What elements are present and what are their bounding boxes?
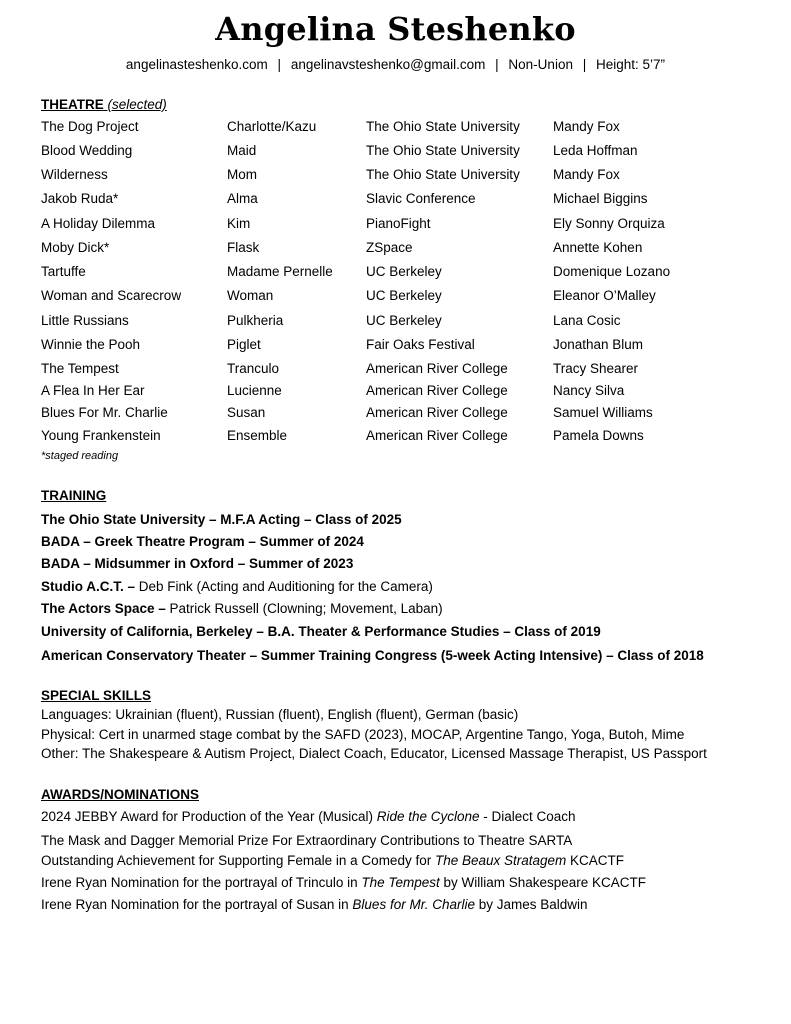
training-item-bold: University of California, Berkeley – B.A. Theater & Performance Studies – Class of 2019	[41, 624, 601, 639]
credit-venue: UC Berkeley	[366, 288, 442, 303]
separator: |	[495, 57, 499, 72]
credit-row	[0, 264, 791, 284]
credit-row	[0, 240, 791, 260]
theatre-heading	[41, 97, 167, 112]
credit-director: Mandy Fox	[553, 119, 620, 134]
credit-role: Woman	[227, 288, 274, 303]
credit-show: A Holiday Dilemma	[41, 216, 156, 231]
credit-role: Charlotte/Kazu	[227, 119, 317, 134]
training-item-bold: BADA – Greek Theatre Program – Summer of 2024	[41, 534, 364, 549]
training-item-bold: The Ohio State University – M.F.A Acting – Class of 2025	[41, 512, 402, 527]
credit-row	[0, 216, 791, 236]
credit-row	[0, 143, 791, 163]
training-item	[41, 512, 402, 527]
skills-other: Other: The Shakespeare & Autism Project, Dialect Coach, Educator, Licensed Massage Therapist, US Passport	[41, 746, 707, 761]
award-item	[41, 833, 572, 848]
credit-venue: American River College	[366, 405, 508, 420]
award-text-suffix: by James Baldwin	[474, 897, 588, 912]
award-text: Irene Ryan Nomination for the portrayal of Susan in	[41, 897, 353, 912]
credit-row	[0, 383, 791, 403]
contact-line	[0, 57, 791, 72]
award-text: 2024 JEBBY Award for Production of the Year (Musical)	[41, 809, 377, 824]
credit-director: Pamela Downs	[553, 428, 644, 443]
training-item-bold: BADA – Midsummer in Oxford – Summer of 2023	[41, 556, 354, 571]
union-status: Non-Union	[508, 57, 573, 72]
training-item-detail: Deb Fink (Acting and Auditioning for the Camera)	[138, 579, 433, 594]
credit-row	[0, 288, 791, 308]
theatre-heading-label: THEATRE	[41, 97, 104, 112]
credit-director: Annette Kohen	[553, 240, 643, 255]
credit-show: Jakob Ruda*	[41, 191, 119, 206]
credit-role: Mom	[227, 167, 257, 182]
credit-venue: American River College	[366, 428, 508, 443]
credit-row	[0, 337, 791, 357]
credit-role: Tranculo	[227, 361, 280, 376]
credit-row	[0, 405, 791, 425]
awards-heading: AWARDS/NOMINATIONS	[41, 787, 199, 802]
credit-role: Maid	[227, 143, 257, 158]
credit-venue: The Ohio State University	[366, 119, 520, 134]
award-text: The Mask and Dagger Memorial Prize For Extraordinary Contributions to Theatre SARTA	[41, 833, 573, 848]
credit-show: The Dog Project	[41, 119, 139, 134]
award-text: Outstanding Achievement for Supporting Female in a Comedy for	[41, 853, 435, 868]
credit-director: Tracy Shearer	[553, 361, 639, 376]
credit-director: Samuel Williams	[553, 405, 653, 420]
height-text: Height: 5’7”	[596, 57, 666, 72]
credit-director: Eleanor O’Malley	[553, 288, 656, 303]
credit-show: Winnie the Pooh	[41, 337, 141, 352]
training-item-bold: Studio A.C.T. –	[41, 579, 139, 594]
credit-director: Nancy Silva	[553, 383, 625, 398]
credit-venue: PianoFight	[366, 216, 431, 231]
credit-row	[0, 191, 791, 211]
separator: |	[582, 57, 587, 72]
credit-row	[0, 119, 791, 139]
credit-show: Blood Wedding	[41, 143, 133, 158]
credit-venue: UC Berkeley	[366, 264, 442, 279]
credit-show: Young Frankenstein	[41, 428, 161, 443]
skills-heading: SPECIAL SKILLS	[41, 688, 152, 703]
credit-role: Lucienne	[227, 383, 282, 398]
staged-reading-footnote: *staged reading	[41, 450, 119, 462]
resume-name: Angelina Steshenko	[215, 10, 576, 48]
skills-languages: Languages: Ukrainian (fluent), Russian (fluent), English (fluent), German (basic)	[41, 707, 519, 722]
credit-venue: The Ohio State University	[366, 143, 520, 158]
award-title: Blues for Mr. Charlie	[352, 897, 475, 912]
credit-venue: American River College	[366, 361, 508, 376]
award-item	[41, 853, 624, 868]
training-item-bold: The Actors Space –	[41, 601, 170, 616]
credit-role: Pulkheria	[227, 313, 284, 328]
training-item	[41, 624, 601, 639]
award-item	[41, 875, 646, 890]
credit-venue: Fair Oaks Festival	[366, 337, 475, 352]
skills-physical: Physical: Cert in unarmed stage combat by the SAFD (2023), MOCAP, Argentine Tango, Yoga, Butoh, Mime	[41, 727, 685, 742]
training-heading: TRAINING	[41, 488, 107, 503]
credit-role: Piglet	[227, 337, 261, 352]
award-text-suffix: by William Shakespeare KCACTF	[439, 875, 647, 890]
theatre-heading-note: (selected)	[107, 97, 167, 112]
training-item	[41, 601, 443, 616]
training-item-bold: American Conservatory Theater – Summer Training Congress (5-week Acting Intensive) – Class of 2018	[41, 648, 704, 663]
credit-show: Little Russians	[41, 313, 129, 328]
credit-show: A Flea In Her Ear	[41, 383, 145, 398]
credit-director: Mandy Fox	[553, 167, 620, 182]
credit-show: Woman and Scarecrow	[41, 288, 182, 303]
award-title: The Beaux Stratagem	[434, 853, 567, 868]
credit-row	[0, 361, 791, 381]
credit-venue: The Ohio State University	[366, 167, 520, 182]
training-item-detail: Patrick Russell (Clowning; Movement, Laban)	[169, 601, 443, 616]
credit-venue: Slavic Conference	[366, 191, 476, 206]
award-text-suffix: - Dialect Coach	[479, 809, 576, 824]
award-item	[41, 897, 588, 912]
training-item	[41, 534, 364, 549]
credit-show: Moby Dick*	[41, 240, 110, 255]
training-item	[41, 579, 433, 594]
separator: |	[277, 57, 282, 72]
credit-director: Ely Sonny Orquiza	[553, 216, 665, 231]
credit-role: Alma	[227, 191, 258, 206]
award-title: The Tempest	[361, 875, 440, 890]
award-title: Ride the Cyclone	[376, 809, 480, 824]
training-item	[41, 648, 704, 663]
award-item	[41, 809, 576, 824]
credit-role: Flask	[227, 240, 260, 255]
credit-venue: UC Berkeley	[366, 313, 442, 328]
award-text: Irene Ryan Nomination for the portrayal of Trinculo in	[41, 875, 362, 890]
credit-row	[0, 167, 791, 187]
credit-director: Leda Hoffman	[553, 143, 638, 158]
credit-venue: ZSpace	[366, 240, 413, 255]
credit-director: Jonathan Blum	[553, 337, 644, 352]
credit-role: Madame Pernelle	[227, 264, 333, 279]
credit-row	[0, 313, 791, 333]
credit-venue: American River College	[366, 383, 508, 398]
credit-role: Susan	[227, 405, 266, 420]
award-text-suffix: KCACTF	[566, 853, 625, 868]
credit-director: Lana Cosic	[553, 313, 621, 328]
credit-role: Ensemble	[227, 428, 288, 443]
credit-show: The Tempest	[41, 361, 119, 376]
training-item	[41, 556, 353, 571]
credit-show: Tartuffe	[41, 264, 86, 279]
website-text: angelinasteshenko.com	[125, 57, 268, 72]
credit-show: Wilderness	[41, 167, 108, 182]
credit-show: Blues For Mr. Charlie	[41, 405, 168, 420]
email-text: angelinavsteshenko@gmail.com	[290, 57, 486, 72]
credit-row	[0, 428, 791, 448]
credit-role: Kim	[227, 216, 251, 231]
credit-director: Michael Biggins	[553, 191, 648, 206]
credit-director: Domenique Lozano	[553, 264, 671, 279]
